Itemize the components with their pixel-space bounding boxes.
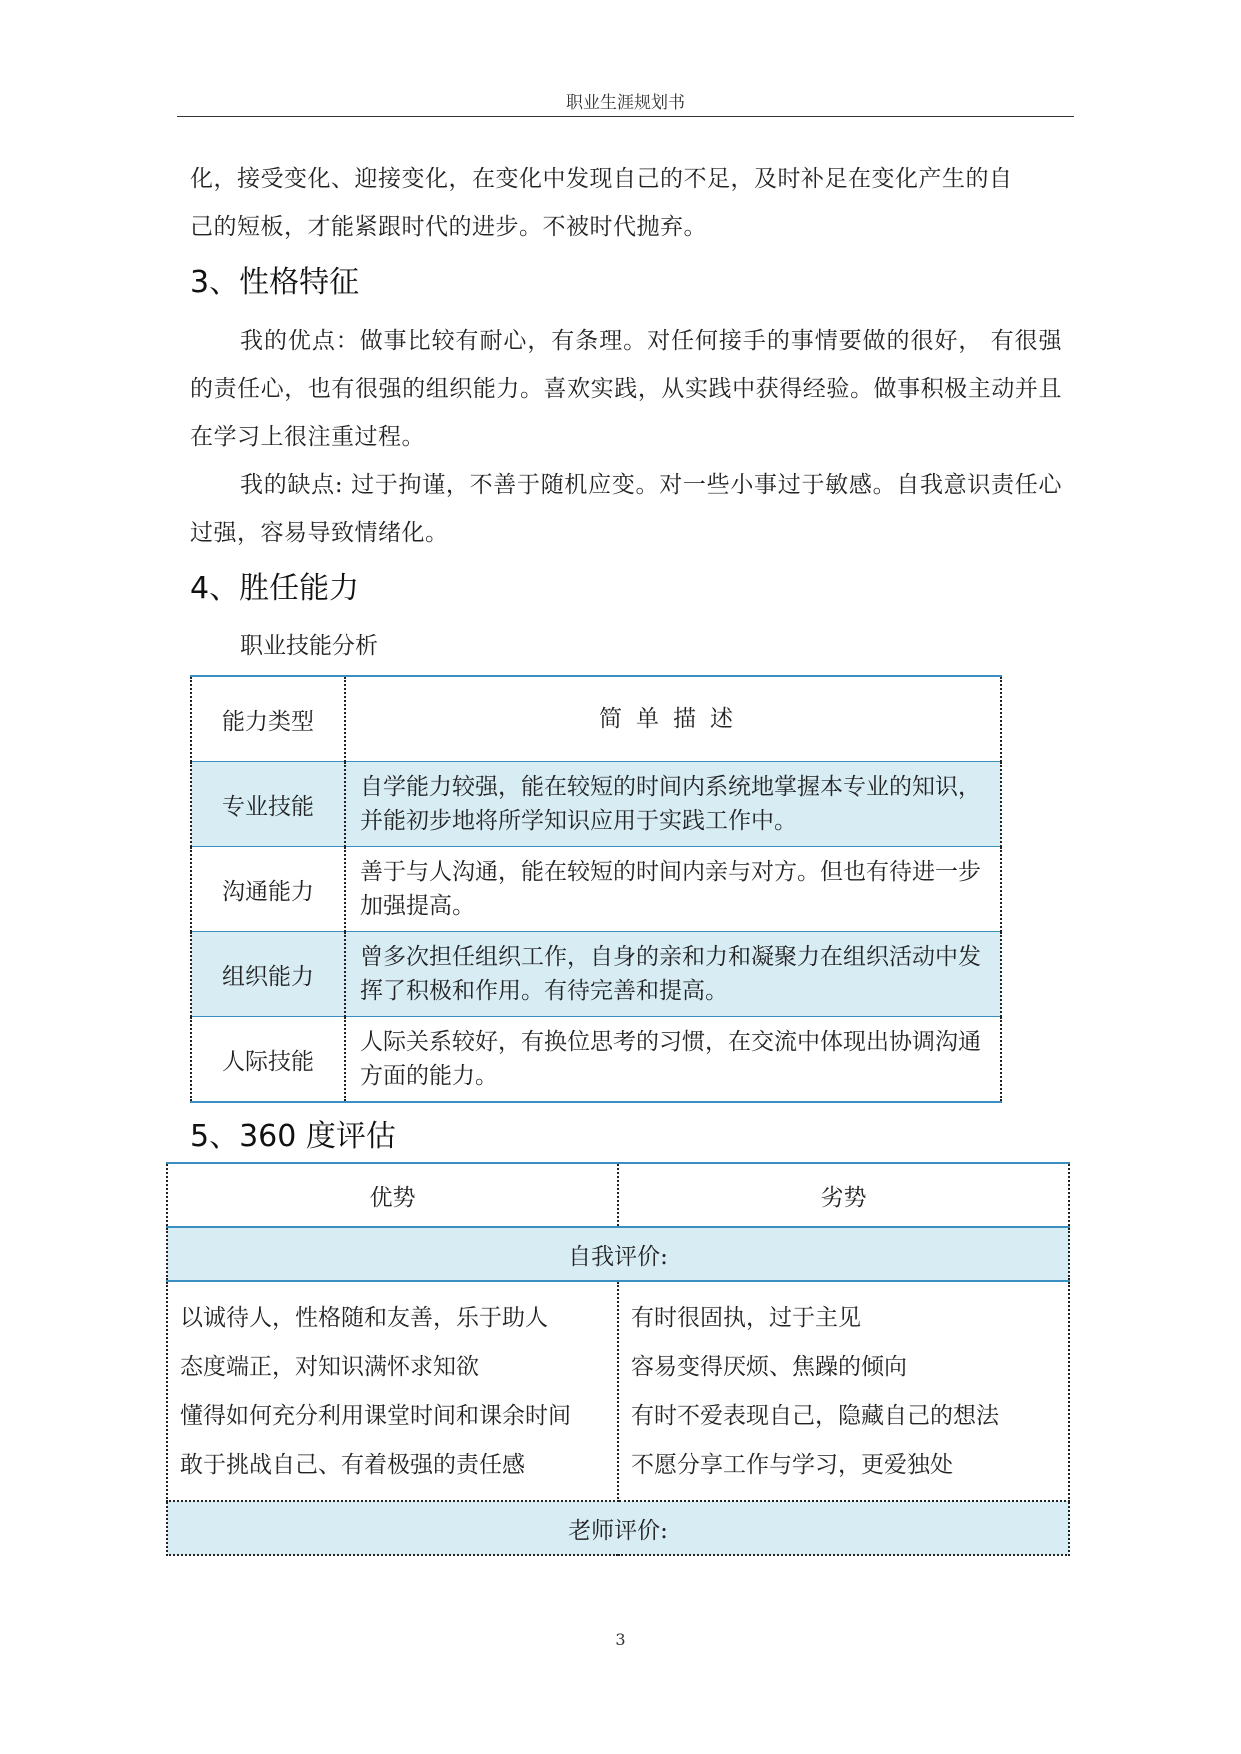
skill-type: 沟通能力 — [191, 847, 345, 932]
evaluation-table — [166, 1162, 1070, 1556]
section-3-heading: 3、性格特征 — [190, 265, 360, 300]
list-item: 以诚待人，性格随和友善，乐于助人 — [180, 1305, 548, 1331]
list-item: 有时很固执，过于主见 — [631, 1305, 861, 1331]
skill-type: 组织能力 — [191, 932, 345, 1017]
table-row — [191, 932, 1001, 1017]
skill-description: 善于与人沟通，能在较短的时间内亲与对方。但也有待进一步加强提高。 — [345, 847, 1001, 932]
list-item: 不愿分享工作与学习，更爱独处 — [631, 1452, 953, 1478]
evaluation-table-header — [167, 1163, 1069, 1227]
table-row — [191, 1017, 1001, 1103]
skills-table-header — [191, 676, 1001, 762]
evaluation-lists-row — [167, 1281, 1069, 1501]
skills-table — [190, 675, 1002, 1103]
disadvantages-list — [618, 1281, 1069, 1501]
skills-table-caption: 职业技能分析 — [240, 633, 378, 659]
list-item: 容易变得厌烦、焦躁的倾向 — [631, 1354, 907, 1380]
header-description: 简单描述 — [345, 676, 1001, 762]
table-row — [191, 847, 1001, 932]
list-item: 敢于挑战自己、有着极强的责任感 — [180, 1452, 525, 1478]
table-row — [191, 762, 1001, 847]
intro-line-1: 化，接受变化、迎接变化，在变化中发现自己的不足，及时补足在变化产生的自 — [190, 166, 1013, 192]
header-rule — [177, 116, 1074, 117]
list-item: 有时不爱表现自己，隐藏自己的想法 — [631, 1403, 999, 1429]
skill-description: 人际关系较好，有换位思考的习惯，在交流中体现出协调沟通方面的能力。 — [345, 1017, 1001, 1103]
section-4-heading: 4、胜任能力 — [190, 571, 360, 606]
self-evaluation-label: 自我评价: — [167, 1227, 1069, 1281]
skill-type: 人际技能 — [191, 1017, 345, 1103]
skill-type: 专业技能 — [191, 762, 345, 847]
intro-line-2: 己的短板，才能紧跟时代的进步。不被时代抛弃。 — [190, 214, 707, 240]
weaknesses-paragraph: 我的缺点: 过于拘谨，不善于随机应变。对一些小事过于敏感。自我意识责任心过强，容易导致情绪化。 — [190, 472, 1062, 546]
page-number: 3 — [615, 1630, 626, 1649]
skill-description: 自学能力较强，能在较短的时间内系统地掌握本专业的知识，并能初步地将所学知识应用于实践工作中。 — [345, 762, 1001, 847]
header-ability-type: 能力类型 — [191, 676, 345, 762]
self-evaluation-row — [167, 1227, 1069, 1281]
header-advantages: 优势 — [167, 1163, 618, 1227]
list-item: 态度端正，对知识满怀求知欲 — [180, 1354, 479, 1380]
section-5-heading: 5、360 度评估 — [190, 1119, 396, 1154]
page-header: 职业生涯规划书 — [566, 93, 685, 113]
skill-description: 曾多次担任组织工作，自身的亲和力和凝聚力在组织活动中发挥了积极和作用。有待完善和提高。 — [345, 932, 1001, 1017]
teacher-evaluation-row — [167, 1501, 1069, 1555]
header-disadvantages: 劣势 — [618, 1163, 1069, 1227]
list-item: 懂得如何充分利用课堂时间和课余时间 — [180, 1403, 571, 1429]
advantages-list — [167, 1281, 618, 1501]
document-body — [190, 155, 1062, 1171]
teacher-evaluation-label: 老师评价: — [167, 1501, 1069, 1555]
strengths-paragraph: 我的优点：做事比较有耐心，有条理。对任何接手的事情要做的很好， 有很强的责任心，也有很强的组织能力。喜欢实践，从实践中获得经验。做事积极主动并且在学习上很注重过程。 — [190, 328, 1062, 450]
